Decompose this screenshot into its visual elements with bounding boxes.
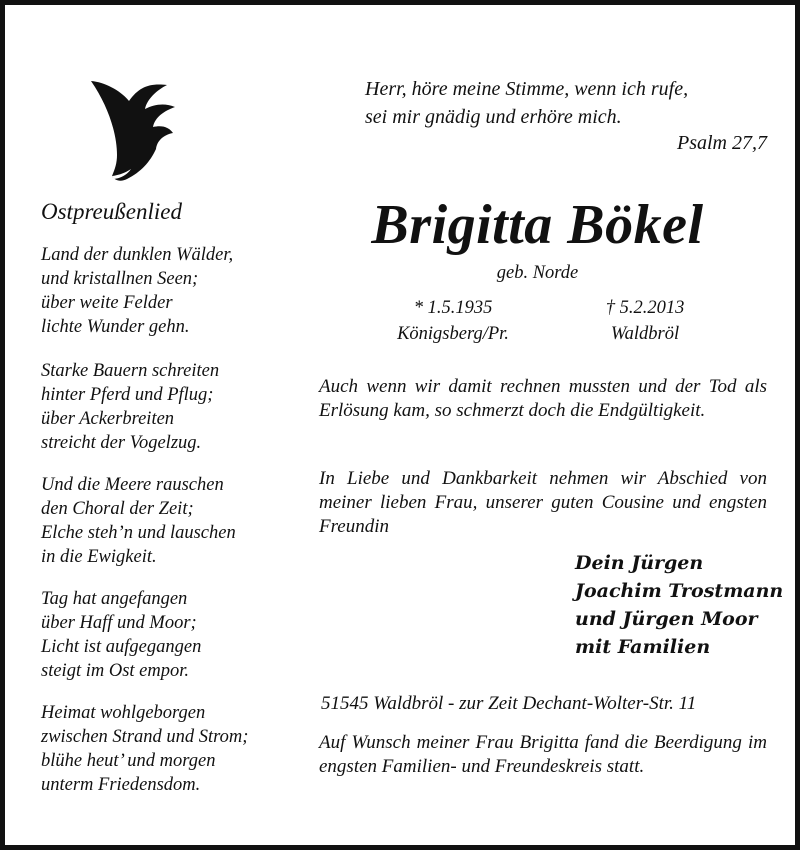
stanza-line: und kristallnen Seen; [41,269,199,289]
stanza [41,587,201,683]
paragraph-funeral: Auf Wunsch meiner Frau Brigitta fand die Beerdigung im engsten Familien- und Freundeskreis statt. [319,732,767,777]
stanza-line: über Haff und Moor; [41,613,197,633]
stanza-line: lichte Wunder gehn. [41,317,190,337]
stanza-line: über weite Felder [41,293,173,313]
psalm-reference: Psalm 27,7 [677,132,767,154]
stanza-line: blühe heut’ und morgen [41,751,216,771]
stanza [41,359,219,455]
song-title: Ostpreußenlied [41,199,182,224]
birth-info [373,295,533,347]
stanza-line: Und die Meere rauschen [41,475,224,495]
stanza-line: streicht der Vogelzug. [41,433,202,453]
elk-antler-icon [87,77,177,185]
birth-date: * 1.5.1935 [413,298,493,318]
stanza [41,473,236,569]
stanza-line: Heimat wohlgeborgen [41,703,206,723]
stanza-line: steigt im Ost empor. [41,661,189,681]
death-place: Waldbröl [610,324,680,344]
psalm-quote [365,75,775,157]
stanza-line: Starke Bauern schreiten [41,361,220,381]
maiden-name: geb. Norde [496,263,579,283]
stanza-line: in die Ewigkeit. [41,547,157,567]
death-date: † 5.2.2013 [605,298,685,318]
stanza-line: den Choral der Zeit; [41,499,194,519]
signer-line: und Jürgen Moor [575,608,758,630]
stanza [41,701,248,797]
deceased-name: Brigitta Bökel [371,194,704,256]
stanza [41,243,233,339]
paragraph-farewell: In Liebe und Dankbarkeit nehmen wir Abschied von meiner lieben Frau, unserer guten Cousine und engsten Freundin [319,468,767,537]
signers [575,549,783,661]
paragraph-grief: Auch wenn wir damit rechnen mussten und der Tod als Erlösung kam, so schmerzt doch die Endgültigkeit. [319,376,767,421]
stanza-line: Tag hat angefangen [41,589,188,609]
signer-line: Dein Jürgen [575,552,704,574]
stanza-line: Elche steh’n und lauschen [41,523,236,543]
stanza-line: über Ackerbreiten [41,409,175,429]
signer-line: Joachim Trostmann [575,580,784,602]
stanza-line: Licht ist aufgegangen [41,637,202,657]
stanza-line: zwischen Strand und Strom; [41,727,249,747]
psalm-line-1: Herr, höre meine Stimme, wenn ich rufe, [365,78,689,100]
signer-line: mit Familien [575,636,711,658]
birth-place: Königsberg/Pr. [397,324,509,344]
stanza-line: Land der dunklen Wälder, [41,245,234,265]
address: 51545 Waldbröl - zur Zeit Dechant-Wolter-Str. 11 [321,693,697,714]
death-info [565,295,725,347]
psalm-line-2: sei mir gnädig und erhöre mich. [365,106,622,128]
stanza-line: unterm Friedensdom. [41,775,201,795]
stanza-line: hinter Pferd und Pflug; [41,385,214,405]
